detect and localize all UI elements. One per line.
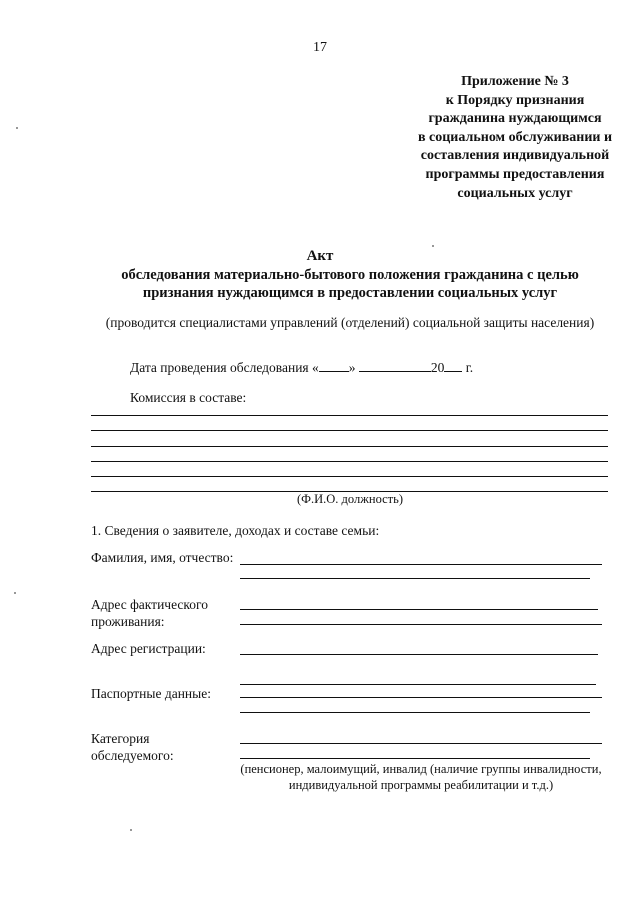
commission-line[interactable] [91, 476, 608, 477]
scan-speck [16, 127, 18, 129]
scan-speck [14, 592, 16, 594]
year-prefix: 20 [430, 360, 445, 375]
page-number: 17 [313, 40, 327, 55]
actual-address-label [91, 596, 208, 630]
day-blank[interactable] [319, 359, 349, 372]
inspection-date-line [130, 359, 473, 376]
section-1-title: 1. Сведения о заявителе, доходах и составе семьи: [91, 523, 380, 538]
commission-line[interactable] [91, 446, 608, 447]
actual-address-label-line: проживания: [91, 614, 165, 629]
actual-address-line[interactable] [240, 624, 602, 625]
passport-line[interactable] [240, 712, 590, 713]
act-subtitle-line: признания нуждающимся в предоставлении социальных услуг [142, 285, 558, 301]
commission-label: Комиссия в составе: [130, 390, 247, 405]
date-mid: » [348, 360, 356, 375]
passport-line[interactable] [240, 697, 602, 698]
registration-label: Адрес регистрации: [91, 641, 206, 656]
appendix-line: программы предоставления [425, 166, 605, 182]
commission-line[interactable] [91, 461, 608, 462]
date-prefix: Дата проведения обследования « [130, 360, 319, 375]
scan-speck [432, 245, 434, 247]
appendix-header [360, 73, 640, 203]
category-line[interactable] [240, 743, 602, 744]
category-note-line: индивидуальной программы реабилитации и т.д.) [288, 778, 554, 792]
appendix-line: в социальном обслуживании и [417, 129, 613, 145]
appendix-line: гражданина нуждающимся [428, 111, 602, 127]
fio-caption: (Ф.И.О. должность) [296, 492, 404, 506]
commission-line[interactable] [91, 415, 608, 416]
year-blank[interactable] [444, 359, 462, 372]
scan-speck [130, 829, 132, 831]
actual-address-line[interactable] [240, 609, 598, 610]
actual-address-label-line: Адрес фактического [91, 597, 208, 612]
category-label-line: Категория [91, 731, 150, 746]
fio-label: Фамилия, имя, отчество: [91, 550, 234, 565]
commission-line[interactable] [91, 430, 608, 431]
date-suffix: г. [465, 360, 474, 375]
month-blank[interactable] [359, 359, 431, 372]
registration-line[interactable] [240, 654, 598, 655]
act-title: Акт [306, 248, 334, 264]
category-label-line: обследуемого: [91, 748, 174, 763]
appendix-line: Приложение № 3 [461, 74, 569, 89]
passport-line[interactable] [240, 684, 596, 685]
appendix-line: социальных услуг [457, 185, 573, 201]
act-subtitle-line: обследования материально-бытового положения гражданина с целью [121, 267, 579, 283]
appendix-line: к Порядку признания [445, 92, 585, 108]
act-subtitle [90, 266, 610, 302]
fio-line[interactable] [240, 578, 590, 579]
category-note-line: (пенсионер, малоимущий, инвалид (наличие группы инвалидности, [240, 762, 602, 776]
passport-label: Паспортные данные: [91, 686, 211, 701]
category-line[interactable] [240, 758, 590, 759]
appendix-line: составления индивидуальной [420, 148, 610, 164]
fio-line[interactable] [240, 564, 602, 565]
category-label [91, 730, 174, 764]
category-note [240, 761, 602, 793]
act-note: (проводится специалистами управлений (отделений) социальной защиты населения) [105, 315, 595, 330]
